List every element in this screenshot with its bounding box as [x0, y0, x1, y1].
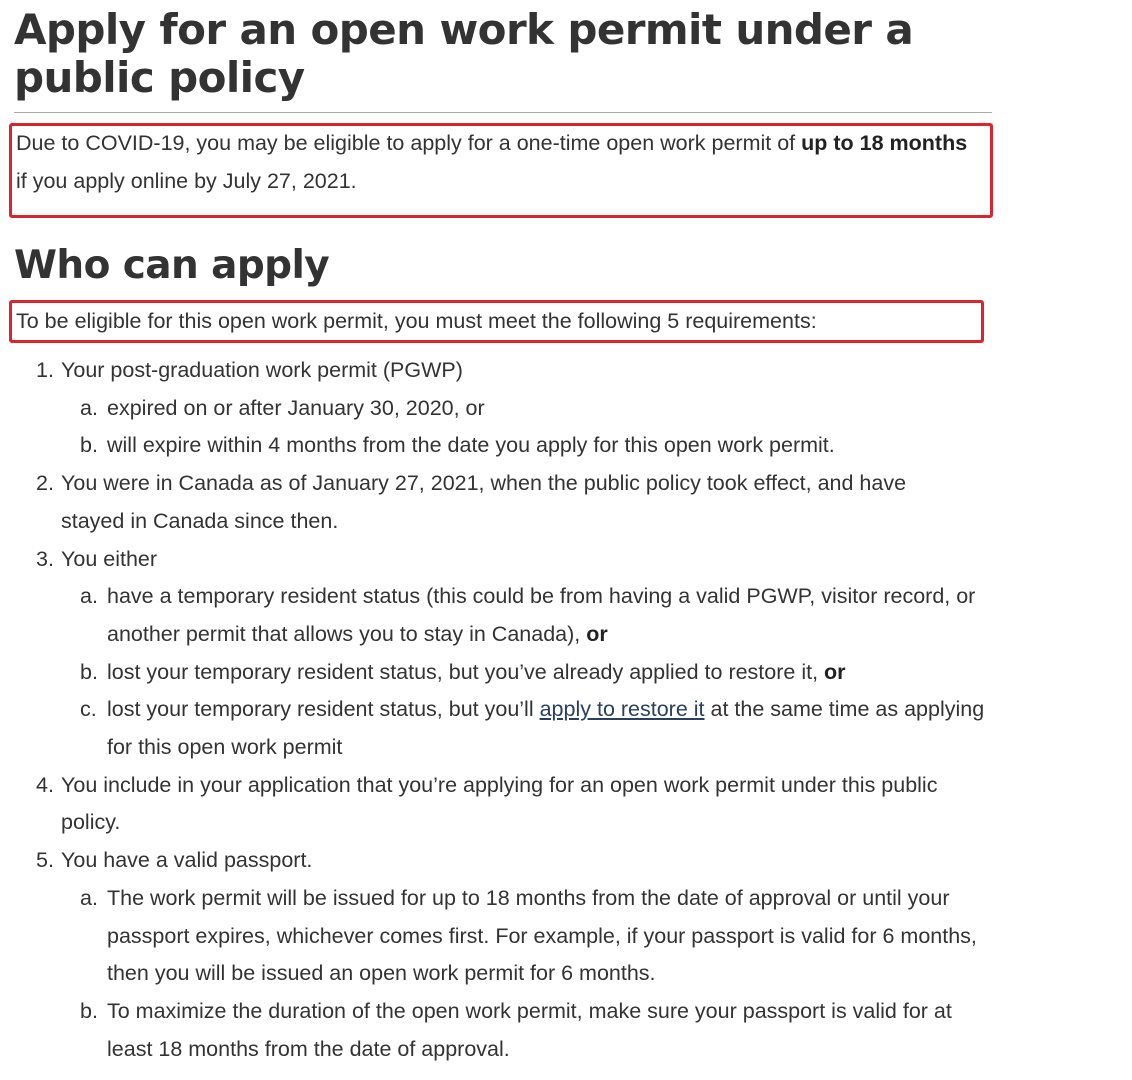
requirement-text: You include in your application that you’re applying for an open work permit under this public policy. — [61, 772, 938, 835]
sub-item-text-after: at the same time as applying for this open work permit — [107, 697, 985, 760]
list-marker: b. — [80, 433, 98, 458]
requirement-text: You either — [61, 546, 158, 571]
apply-to-restore-link[interactable]: apply to restore it — [539, 697, 705, 722]
sub-item-bold-or: or — [586, 621, 608, 646]
requirement-text: You were in Canada as of January 27, 2021, when the public policy took effect, and have stayed in Canada since then. — [61, 471, 907, 533]
list-marker: c. — [80, 697, 97, 722]
list-marker: 2. — [36, 471, 54, 496]
list-marker: b. — [80, 998, 98, 1023]
sub-list — [61, 880, 977, 1069]
intro-text-before: Due to COVID-19, you may be eligible to apply for a one-time open work permit of — [16, 131, 802, 155]
sub-item-text: will expire within 4 months from the date you apply for this open work permit. — [107, 433, 835, 458]
requirement-item — [0, 767, 961, 842]
list-marker: 1. — [36, 358, 54, 382]
requirement-item — [0, 541, 985, 767]
requirement-text: Your post-graduation work permit (PGWP) — [61, 358, 463, 382]
requirement-item — [0, 465, 961, 540]
intro-paragraph — [16, 124, 976, 200]
sub-item — [61, 578, 987, 653]
list-marker: 3. — [36, 546, 54, 571]
sub-item — [61, 880, 987, 993]
requirement-item — [0, 842, 977, 1068]
title-divider — [14, 112, 992, 113]
list-marker: a. — [80, 395, 98, 420]
list-marker: a. — [80, 885, 98, 910]
requirements-list — [0, 352, 1132, 1068]
sub-item-text: lost your temporary resident status, but you’ve already applied to restore it, — [107, 659, 825, 684]
sub-item-bold-or: or — [824, 659, 846, 684]
list-marker: 4. — [36, 772, 54, 797]
sub-list — [61, 578, 985, 767]
sub-item-text: have a temporary resident status (this could be from having a valid PGWP, visitor record, or another permit that allows you to stay in Canada), — [107, 584, 976, 646]
requirement-item — [0, 352, 961, 465]
sub-item — [61, 427, 987, 465]
intro-text-after: if you apply online by July 27, 2021. — [16, 169, 357, 193]
sub-item — [61, 390, 987, 428]
list-marker: b. — [80, 659, 98, 684]
list-marker: 5. — [36, 848, 54, 873]
sub-item — [61, 691, 987, 766]
intro-bold-duration: up to 18 months — [801, 131, 968, 155]
page-title: Apply for an open work permit under a public policy — [14, 5, 914, 102]
requirement-text: You have a valid passport. — [61, 848, 313, 873]
sub-item-text: To maximize the duration of the open work permit, make sure your passport is valid for at least 18 months from the date of approval. — [107, 998, 952, 1061]
sub-item — [61, 993, 987, 1068]
sub-item-text: expired on or after January 30, 2020, or — [107, 395, 485, 420]
requirements-lead: To be eligible for this open work permit, you must meet the following 5 requirements: — [16, 309, 817, 333]
who-can-apply-heading: Who can apply — [14, 243, 330, 288]
sub-item — [61, 654, 987, 692]
sub-list — [61, 390, 961, 465]
sub-item-text: The work permit will be issued for up to 18 months from the date of approval or until your passport expires, whichever comes first. For example, if your passport is valid for 6 months, then you will be issued an open work permit for 6 months. — [107, 885, 977, 986]
list-marker: a. — [80, 584, 98, 609]
sub-item-text-before: lost your temporary resident status, but you’ll — [107, 697, 540, 722]
